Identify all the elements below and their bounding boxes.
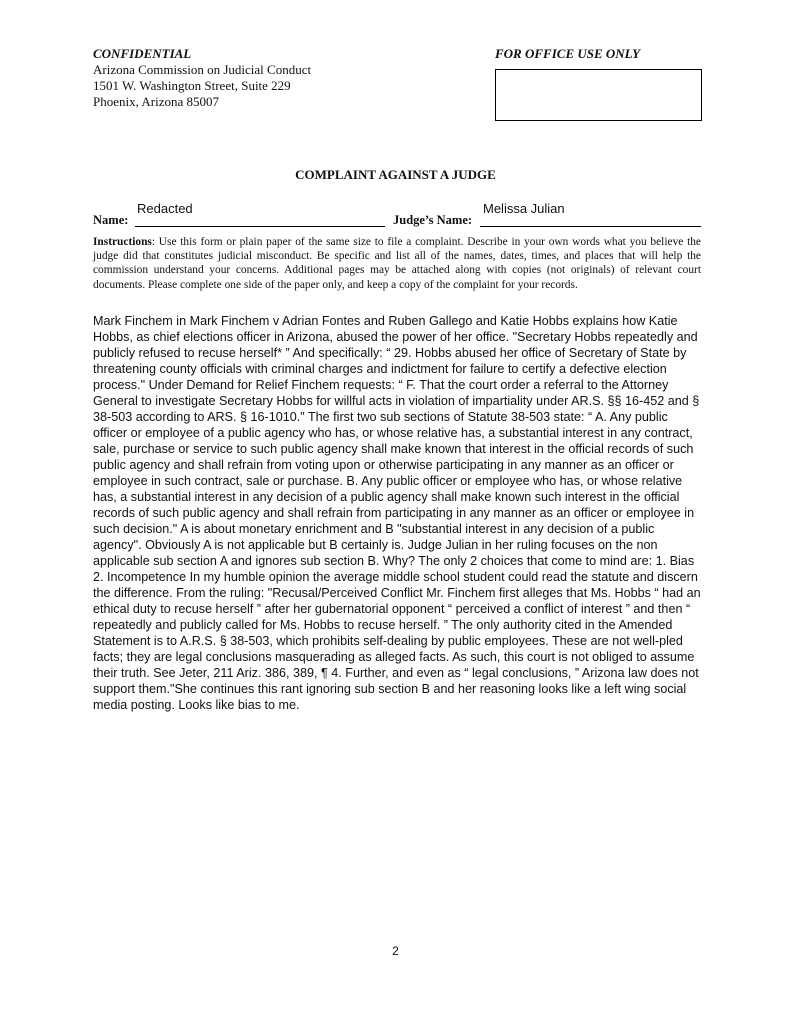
name-row bbox=[93, 213, 701, 229]
judge-name-underline bbox=[480, 226, 701, 227]
complaint-text: Mark Finchem in Mark Finchem v Adrian Fontes and Ruben Gallego and Katie Hobbs explains how Katie Hobbs, as chief elections officer in Arizona, abused the power of her office. "Secretary Hobbs repeatedly and publicly refused to recuse herself* ” And specifically: “ 29. Hobbs abused her office of Secretary of State by threatening county officials with criminal charges and indictment for failure to certify a defective election process." Under Demand for Relief Finchem requests: “ F. That the court order a referral to the Attorney General to investigate Secretary Hobbs for willful acts in violation of impartiality under AR.S. §§ 16-452 and § 38-503 according to ARS. § 16-1010." The first two sub sections of Statute 38-503 state: “ A. Any public officer or employee of a public agency who has, or whose relative has, a substantial interest in any contract, sale, purchase or service to such public agency shall make known that interest in the official records of such public agency and shall refrain from voting upon or otherwise participating in any manner as an officer or employee in such contract, sale or purchase. B. Any public officer or employee who has, or whose relative has, a substantial interest in any decision of a public agency shall make known such interest in the official records of such public agency and shall refrain from participating in any manner as an officer or employee in such decision." A is about monetary enrichment and B "substantial interest in any decision of a public agency". Obviously A is not applicable but B certainly is. Judge Julian in her ruling focuses on the non applicable sub section A and ignores sub section B. Why? The only 2 choices that come to mind are: 1. Bias 2. Incompetence In my humble opinion the average middle school student could read the statute and discern the difference. From the ruling: "Recusal/Perceived Conflict Mr. Finchem first alleges that Ms. Hobbs “ had an ethical duty to recuse herself ” after her gubernatorial opponent “ perceived a conflict of interest ” and then “ repeatedly and publicly called for Ms. Hobbs to recuse herself. ” The only authority cited in the Amended Statement is to A.R.S. § 38-503, which prohibits self-dealing by public employees. These are not well-pled facts; they are legal conclusions masquerading as alleged facts. As such, this court is not obliged to assume their truth. See Jeter, 211 Ariz. 386, 389, ¶ 4. Further, and even as “ legal conclusions, ” Arizona law does not support them."She continues this rant ignoring sub section B and her reasoning looks like a left wing social media posting. Looks like bias to me. bbox=[93, 314, 701, 712]
office-use-box bbox=[495, 69, 702, 121]
instructions bbox=[93, 235, 701, 292]
form-title: COMPLAINT AGAINST A JUDGE bbox=[295, 167, 496, 182]
commission-city: Phoenix, Arizona 85007 bbox=[93, 94, 220, 109]
confidential-label: CONFIDENTIAL bbox=[93, 46, 192, 61]
name-underline bbox=[135, 226, 385, 227]
instructions-text: : Use this form or plain paper of the same size to file a complaint. Describe in your own words what you believe the judge did that constitutes judicial misconduct. Be specific and list all of the names, dates, times, and places that will help the commission understand your concerns. Additional pages may be attached along with copies (not originals) of relevant court documents. Please complete one side of the paper only, and keep a copy of the complaint for your records. bbox=[93, 236, 701, 291]
commission-street: 1501 W. Washington Street, Suite 229 bbox=[93, 78, 291, 93]
page-number: 2 bbox=[392, 944, 399, 958]
judge-name-value: Melissa Julian bbox=[483, 201, 565, 216]
instructions-label: Instructions bbox=[93, 236, 152, 248]
commission-name: Arizona Commission on Judicial Conduct bbox=[93, 62, 312, 77]
name-label: Name: bbox=[93, 213, 129, 227]
commission-address-block bbox=[93, 46, 311, 110]
name-value: Redacted bbox=[137, 201, 193, 216]
judge-name-label: Judge’s Name: bbox=[393, 213, 473, 227]
office-use-label: FOR OFFICE USE ONLY bbox=[495, 46, 641, 61]
